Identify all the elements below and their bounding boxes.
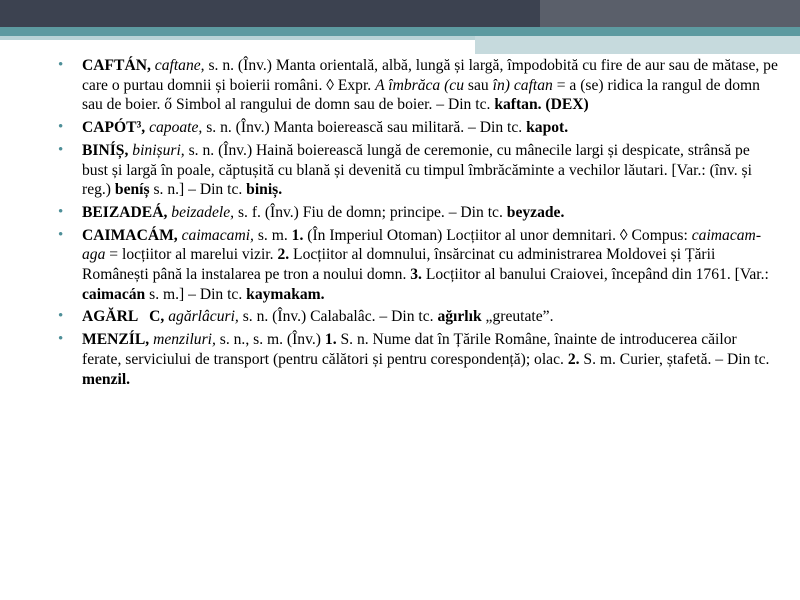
slide-content [58,56,778,392]
bullet-icon: • [58,226,64,243]
dictionary-entry-menzil: • MENZÍL, menziluri, s. n., s. m. (Înv.) 1. S. n. Nume dat în Țările Române, înainte de introducerea căilor ferate, serviciului de transport (pentru călători și pentru corespondență); olac. 2. S. m. Curier, ștafetă. – Din tc. menzil. [58,331,770,388]
bullet-icon: • [58,141,64,158]
dictionary-entry-list [58,56,778,389]
bullet-icon: • [58,331,64,348]
dictionary-entry-beizadea: • BEIZADEÁ, beizadele, s. f. (Înv.) Fiu de domn; principe. – Din tc. beyzade. [58,203,565,221]
headword: CAPÓT³, [82,119,146,137]
dictionary-entry-agarlac: • AGĂRL C, agărlâcuri, s. n. (Înv.) Calabalâc. – Din tc. ağırlık „greutate”. [58,308,554,326]
bullet-icon: • [58,57,64,73]
headword: BINÍȘ, [82,141,129,159]
headword: BEIZADEÁ, [82,203,168,221]
headword: AGĂRL C, [82,308,165,326]
headword: CAIMACÁM, [82,226,178,244]
bullet-icon: • [58,308,64,325]
dictionary-entry-caftan: • CAFTÁN, caftane, s. n. (Înv.) Manta orientală, albă, lungă și largă, împodobită cu fire de aur sau de mătase, pe care o purtau domnii și boierii români. ◊ Expr. A îmbrăca (cu sau în) caftan = a (se) ridica la rangul de domn sau de boier. ő Simbol al rangului de domn sau de boier. – Din tc. kaftan. (DEX) [58,57,778,114]
dictionary-entry-capot: • CAPÓT³, capoate, s. n. (Înv.) Manta boierească sau militară. – Din tc. kapot. [58,119,569,137]
dictionary-entry-caimacam: • CAIMACÁM, caimacami, s. m. 1. (În Imperiul Otoman) Locțiitor al unor demnitari. ◊ Compus: caimacam-aga = locțiitor al marelui vizir. 2. Locțiitor al domnului, însărcinat cu administrarea Moldovei și Țării Românești până la instalarea pe tron a noului domn. 3. Locțiitor al banului Craiovei, începând din 1761. [Var.: caimacán s. m.] – Din tc. kaymakam. [58,226,769,303]
header-band-light-right [475,36,800,54]
headword: MENZÍL, [82,331,150,349]
header-band-gray [540,0,800,27]
headword: CAFTÁN, [82,57,151,74]
bullet-icon: • [58,119,64,136]
header-band-teal [0,27,800,36]
header-band-light [0,36,475,40]
bullet-icon: • [58,203,64,220]
dictionary-entry-binis: • BINÍȘ, binișuri, s. n. (Înv.) Haină boierească lungă de ceremonie, cu mânecile largi și despicate, strânsă pe bust și largă în poale, căptușită cu blană și devenită cu timpul îmbrăcăminte a vechilor lăutari. [Var.: (înv. și reg.) beníș s. n.] – Din tc. biniș. [58,141,752,199]
